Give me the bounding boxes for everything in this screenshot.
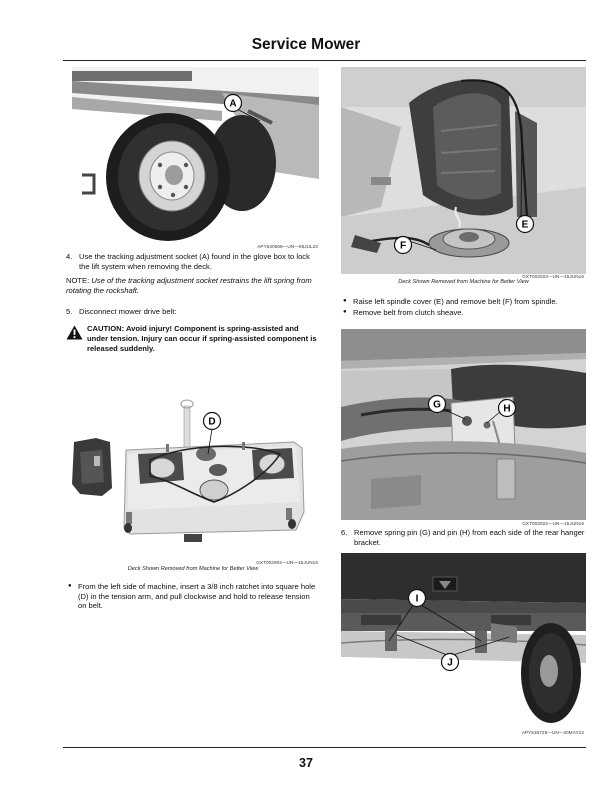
callout-i: I bbox=[415, 593, 419, 605]
figure-caption-2: Deck Shown Removed from Machine for Better View bbox=[398, 279, 529, 285]
callout-layer-fig4 bbox=[341, 329, 586, 520]
figure-caption-3: Deck Shown Removed from Machine for Better View bbox=[127, 566, 259, 572]
figure-code-4: GXT003022—UN—15JUN16 bbox=[522, 521, 584, 526]
warning-triangle-icon bbox=[66, 325, 83, 340]
step-number: 6. bbox=[341, 528, 348, 537]
callout-layer-fig2 bbox=[341, 67, 586, 274]
callout-g: G bbox=[433, 399, 441, 411]
note bbox=[66, 276, 320, 295]
callout-layer-fig3 bbox=[66, 384, 320, 556]
caution-text: CAUTION: Avoid injury! Component is spring-assisted and under tension. Injury can occur if spring-assisted component is released suddenly. bbox=[87, 324, 317, 353]
callout-d: D bbox=[208, 416, 216, 428]
page-number: 37 bbox=[299, 756, 313, 770]
step-text: Use the tracking adjustment socket (A) found in the glove box to lock the lift system when removing the deck. bbox=[79, 252, 310, 271]
figure-code-1: APY540569—UN—05JUL22 bbox=[257, 244, 318, 249]
figure-code-5: APY536728—UN—20MAY22 bbox=[521, 730, 584, 735]
header-rule bbox=[63, 60, 586, 61]
note-text: Use of the tracking adjustment socket restrains the lift spring from rotating the rockshaft. bbox=[66, 276, 312, 295]
note-label: NOTE: bbox=[66, 276, 90, 285]
step-number: 5. bbox=[66, 307, 73, 316]
bullet-item: ● Remove belt from clutch sheave. bbox=[341, 308, 586, 318]
callout-f: F bbox=[399, 240, 407, 252]
step-number: 4. bbox=[66, 252, 73, 261]
figure-code-2: GXT003023—UN—15JUN16 bbox=[522, 274, 584, 279]
bullet-item: ● From the left side of machine, insert a 3/8 inch ratchet into square hole (D) in the tension arm, and pull clockwise and hold to release tension on belt. bbox=[66, 582, 320, 611]
callout-layer-fig1 bbox=[72, 67, 319, 243]
callout-e: E bbox=[521, 219, 529, 231]
step-6 bbox=[341, 528, 586, 547]
bullet-list-left bbox=[66, 582, 320, 612]
footer-rule bbox=[63, 747, 586, 748]
page-title: Service Mower bbox=[251, 36, 361, 53]
step-4 bbox=[66, 252, 320, 271]
step-5 bbox=[66, 307, 320, 317]
callout-j: J bbox=[447, 657, 453, 669]
callout-h: H bbox=[503, 403, 511, 415]
figure-code-3: GXT002904—UN—15JUN16 bbox=[256, 560, 318, 565]
step-text: Disconnect mower drive belt: bbox=[79, 307, 177, 316]
bullet-item: ● Raise left spindle cover (E) and remove belt (F) from spindle. bbox=[341, 297, 586, 307]
callout-a: A bbox=[229, 98, 237, 110]
callout-layer-fig5 bbox=[341, 553, 586, 726]
bullet-list-right bbox=[341, 297, 586, 318]
step-text: Remove spring pin (G) and pin (H) from each side of the rear hanger bracket. bbox=[354, 528, 585, 547]
